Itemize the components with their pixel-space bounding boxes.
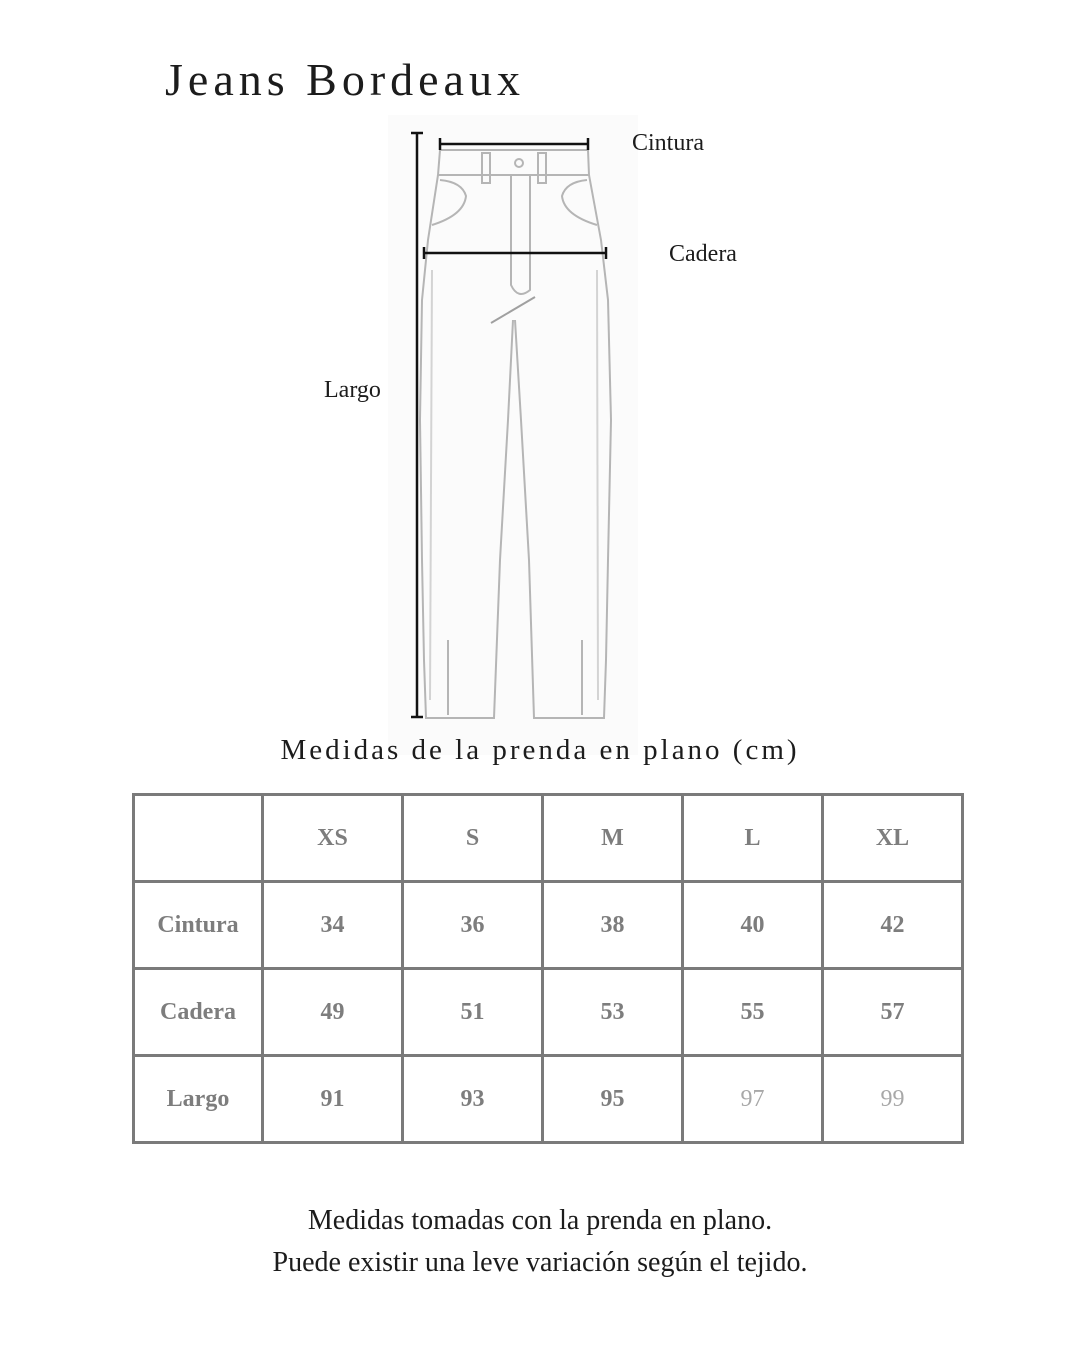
size-table-wrap bbox=[132, 793, 964, 1144]
table-cell: 34 bbox=[263, 882, 403, 969]
table-corner-cell bbox=[134, 795, 263, 882]
table-row-length bbox=[134, 1056, 963, 1143]
size-header-xs: XS bbox=[263, 795, 403, 882]
hip-label: Cadera bbox=[669, 241, 737, 267]
size-header-m: M bbox=[543, 795, 683, 882]
table-cell: 93 bbox=[403, 1056, 543, 1143]
table-cell: 42 bbox=[823, 882, 963, 969]
size-header-s: S bbox=[403, 795, 543, 882]
row-label-hip: Cadera bbox=[134, 969, 263, 1056]
note-line-2: Puede existir una leve variación según el tejido. bbox=[272, 1247, 808, 1278]
table-cell: 36 bbox=[403, 882, 543, 969]
page-title: Jeans Bordeaux bbox=[165, 54, 525, 105]
note-line-1: Medidas tomadas con la prenda en plano. bbox=[307, 1205, 773, 1236]
measurements-subtitle: Medidas de la prenda en plano (cm) bbox=[280, 734, 800, 766]
waist-label: Cintura bbox=[632, 130, 704, 156]
row-label-length: Largo bbox=[134, 1056, 263, 1143]
table-cell: 40 bbox=[683, 882, 823, 969]
table-cell: 95 bbox=[543, 1056, 683, 1143]
length-label: Largo bbox=[324, 377, 381, 403]
table-cell: 99 bbox=[823, 1056, 963, 1143]
table-cell: 91 bbox=[263, 1056, 403, 1143]
table-cell: 38 bbox=[543, 882, 683, 969]
table-row-hip bbox=[134, 969, 963, 1056]
size-header-l: L bbox=[683, 795, 823, 882]
table-cell: 57 bbox=[823, 969, 963, 1056]
table-header-row bbox=[134, 795, 963, 882]
table-cell: 55 bbox=[683, 969, 823, 1056]
illustration-background bbox=[388, 115, 638, 755]
table-cell: 51 bbox=[403, 969, 543, 1056]
row-label-waist: Cintura bbox=[134, 882, 263, 969]
size-header-xl: XL bbox=[823, 795, 963, 882]
size-table bbox=[132, 793, 964, 1144]
table-row-waist bbox=[134, 882, 963, 969]
table-cell: 49 bbox=[263, 969, 403, 1056]
table-cell: 53 bbox=[543, 969, 683, 1056]
table-cell: 97 bbox=[683, 1056, 823, 1143]
